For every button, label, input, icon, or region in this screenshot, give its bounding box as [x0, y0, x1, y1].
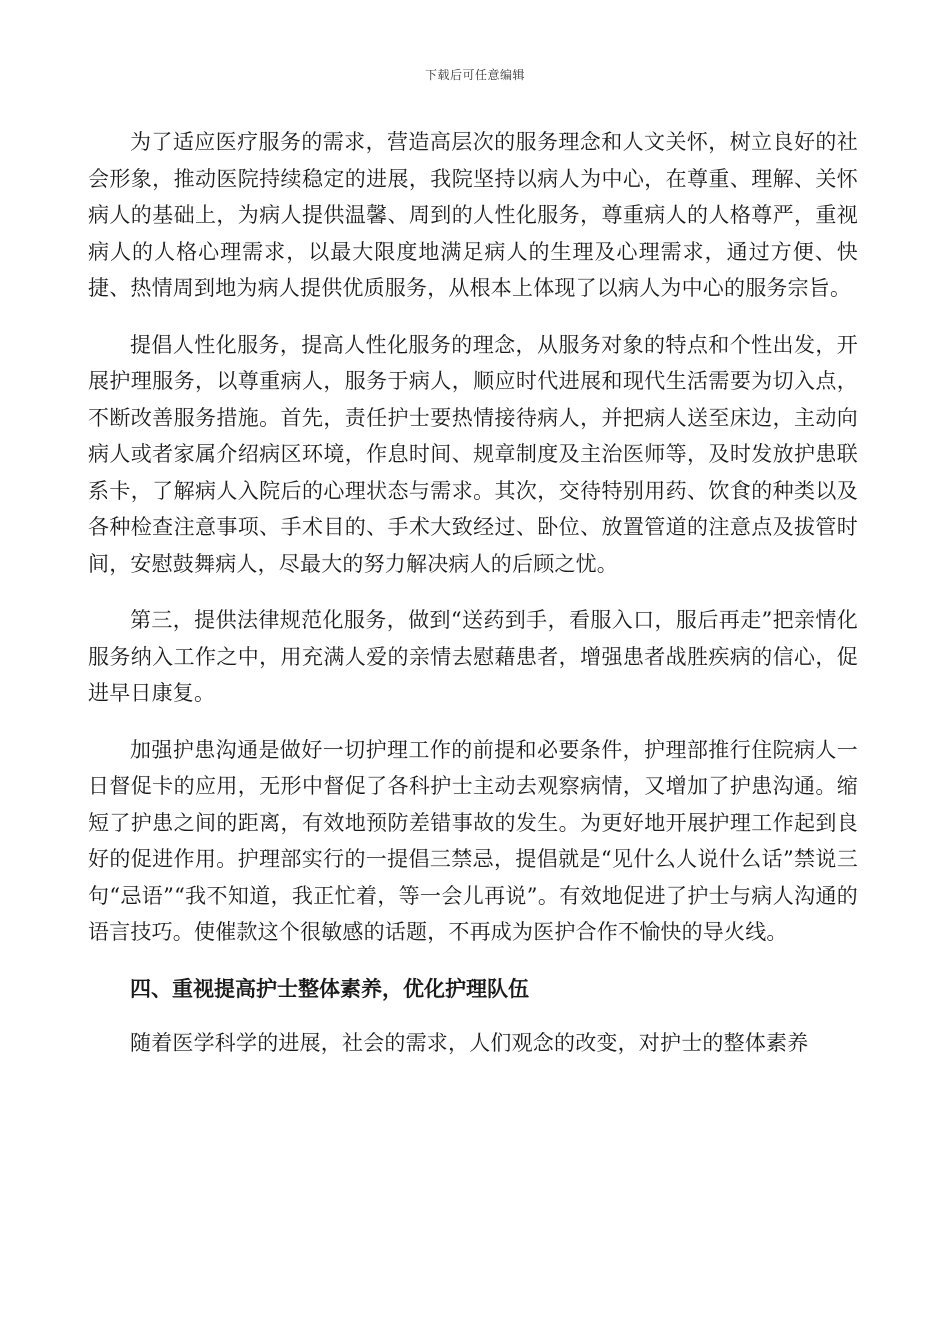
paragraph-1: 为了适应医疗服务的需求，营造高层次的服务理念和人文关怀，树立良好的社会形象，推动医院持续稳定的进展，我院坚持以病人为中心，在尊重、理解、关怀病人的基础上，为病人提供温馨、周到的人性化服务，尊重病人的人格尊严，重视病人的人格心理需求，以最大限度地满足病人的生理及心理需求，通过方便、快捷、热情周到地为病人提供优质服务，从根本上体现了以病人为中心的服务宗旨。: [88, 130, 858, 300]
page-header: 下载后可任意编辑: [424, 68, 525, 82]
document-body: [88, 124, 858, 1061]
paragraph-2: 提倡人性化服务，提高人性化服务的理念，从服务对象的特点和个性出发，开展护理服务，以尊重病人，服务于病人，顺应时代进展和现代生活需要为切入点，不断改善服务措施。首先，责任护士要热情接待病人，并把病人送至床边，主动向病人或者家属介绍病区环境，作息时间、规章制度及主治医师等，及时发放护患联系卡，了解病人入院后的心理状态与需求。其次，交待特别用药、饮食的种类以及各种检查注意事项、手术目的、手术大致经过、卧位、放置管道的注意点及拔管时间，安慰鼓舞病人，尽最大的努力解决病人的后顾之忧。: [88, 332, 858, 576]
paragraph-3: 第三，提供法律规范化服务，做到“送药到手，看服入口，服后再走”把亲情化服务纳入工作之中，用充满人爱的亲情去慰藉患者，增强患者战胜疾病的信心，促进早日康复。: [88, 608, 858, 705]
paragraph-4: 加强护患沟通是做好一切护理工作的前提和必要条件，护理部推行住院病人一日督促卡的应用，无形中督促了各科护士主动去观察病情，又增加了护患沟通。缩短了护患之间的距离，有效地预防差错事故的发生。为更好地开展护理工作起到良好的促进作用。护理部实行的一提倡三禁忌，提倡就是“见什么人说什么话”禁说三句“忌语”“我不知道，我正忙着，等一会儿再说”。有效地促进了护士与病人沟通的语言技巧。使催款这个很敏感的话题，不再成为医护合作不愉快的导火线。: [88, 737, 858, 944]
section-heading: 四、重视提高护士整体素养，优化护理队伍: [130, 975, 529, 1001]
paragraph-5: 随着医学科学的进展，社会的需求，人们观念的改变，对护士的整体素养: [130, 1030, 809, 1055]
